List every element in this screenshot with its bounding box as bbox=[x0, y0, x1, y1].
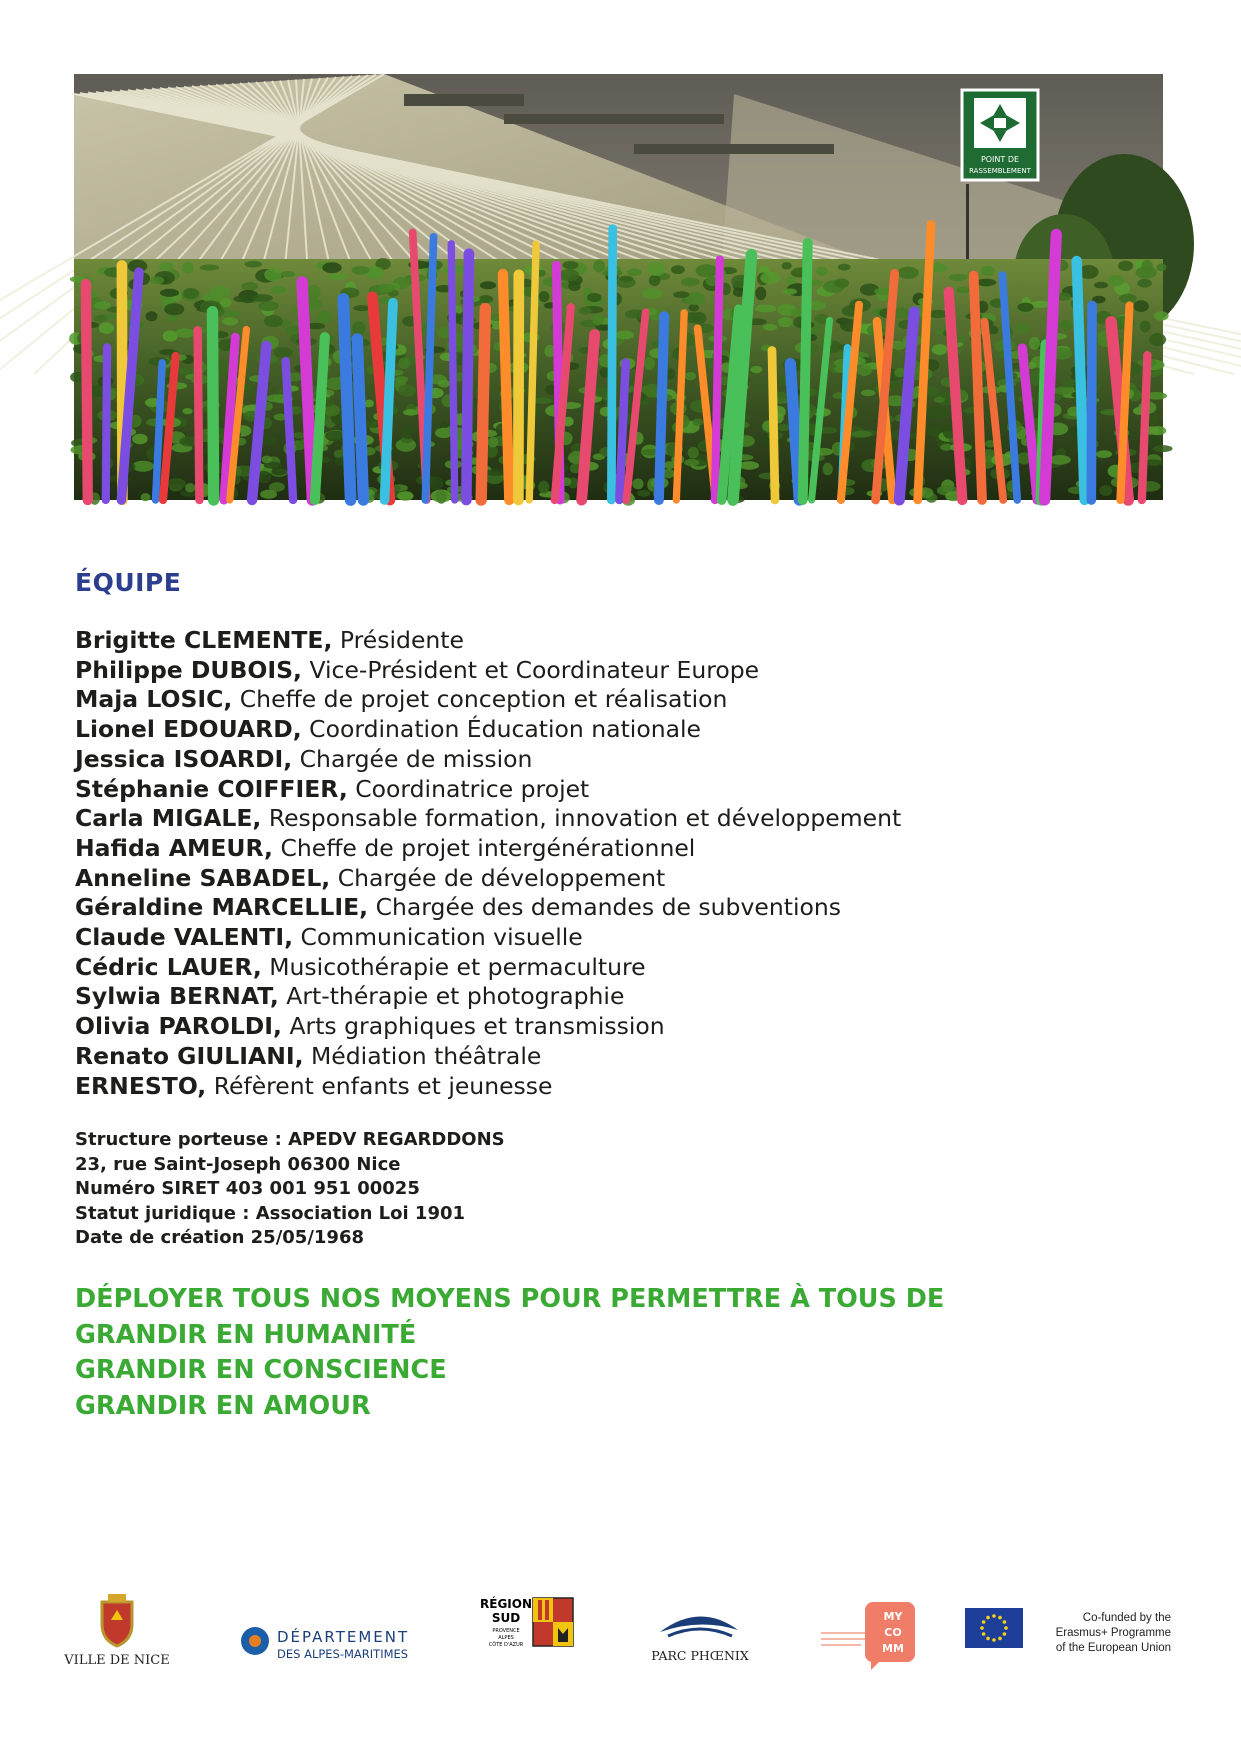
motto bbox=[75, 1282, 944, 1424]
member-name: Jessica ISOARDI, bbox=[75, 744, 293, 773]
team-member bbox=[75, 1042, 901, 1072]
team-member bbox=[75, 1072, 901, 1102]
member-role: Présidente bbox=[332, 626, 464, 654]
member-name: Sylwia BERNAT, bbox=[75, 982, 279, 1011]
erasmus-2: Erasmus+ Programme bbox=[1055, 1627, 1171, 1639]
member-name: Maja LOSIC, bbox=[75, 685, 233, 714]
team-member bbox=[75, 775, 901, 805]
region-small-3: CÔTE D'AZUR bbox=[488, 1642, 524, 1648]
member-name: Brigitte CLEMENTE, bbox=[75, 626, 333, 654]
member-role: Art-thérapie et photographie bbox=[278, 982, 625, 1011]
created-line: Date de création 25/05/1968 bbox=[75, 1227, 364, 1249]
ville-de-nice-logo bbox=[64, 1592, 170, 1672]
member-role: Médiation théâtrale bbox=[303, 1041, 542, 1070]
member-role: Chargée de mission bbox=[292, 744, 533, 773]
erasmus-3: of the European Union bbox=[1055, 1642, 1171, 1654]
member-name: Carla MIGALE, bbox=[75, 804, 262, 833]
parc-phoenix-emblem-icon bbox=[638, 1592, 768, 1672]
siret-line: Numéro SIRET 403 001 951 00025 bbox=[75, 1178, 420, 1200]
member-role: Arts graphiques et transmission bbox=[281, 1012, 665, 1041]
team-member bbox=[75, 804, 901, 834]
organization-info bbox=[75, 1128, 505, 1251]
structure-line: Structure porteuse : APEDV REGARDDONS bbox=[75, 1129, 505, 1150]
member-name: Claude VALENTI, bbox=[75, 923, 294, 952]
team-member bbox=[75, 626, 901, 656]
team-member bbox=[75, 656, 901, 686]
team-member bbox=[75, 864, 901, 894]
region-sud-logo bbox=[478, 1592, 588, 1672]
member-role: Vice-Président et Coordinateur Europe bbox=[301, 655, 760, 684]
address-line: 23, rue Saint-Joseph 06300 Nice bbox=[75, 1153, 401, 1175]
member-role: Chargée des demandes de subventions bbox=[368, 893, 841, 922]
status-line: Statut juridique : Association Loi 1901 bbox=[75, 1202, 466, 1224]
member-name: Hafida AMEUR, bbox=[75, 833, 273, 862]
region-small-2: ALPES bbox=[498, 1635, 514, 1641]
team-member bbox=[75, 685, 901, 715]
motto-line: GRANDIR EN CONSCIENCE bbox=[75, 1355, 447, 1385]
member-role: Réfèrent enfants et jeunesse bbox=[206, 1071, 553, 1100]
sign-text-1: POINT DE bbox=[980, 155, 1020, 164]
departement-logo bbox=[235, 1592, 435, 1672]
team-member bbox=[75, 953, 901, 983]
member-role: Coordination Éducation nationale bbox=[301, 715, 701, 744]
member-role: Musicothérapie et permaculture bbox=[261, 952, 646, 981]
member-role: Chargée de développement bbox=[330, 863, 666, 892]
departement-emblem-icon bbox=[235, 1592, 435, 1672]
team-member bbox=[75, 893, 901, 923]
erasmus-1: Co-funded by the bbox=[1082, 1612, 1171, 1624]
hero-photo bbox=[74, 74, 1163, 500]
member-name: Stéphanie COIFFIER, bbox=[75, 774, 348, 803]
team-member bbox=[75, 982, 901, 1012]
region-label-1: RÉGION bbox=[480, 1597, 532, 1611]
mycomm-bubble-icon bbox=[815, 1592, 935, 1672]
team-list bbox=[75, 626, 901, 1101]
section-title: ÉQUIPE bbox=[75, 568, 182, 597]
team-member bbox=[75, 745, 901, 775]
mycomm-2: CO bbox=[884, 1626, 902, 1639]
team-member bbox=[75, 923, 901, 953]
parc-phoenix-logo bbox=[638, 1592, 768, 1672]
region-sud-emblem-icon bbox=[478, 1592, 588, 1672]
parc-label: PARC PHŒNIX bbox=[651, 1648, 749, 1663]
team-member bbox=[75, 1012, 901, 1042]
mycomm-logo bbox=[815, 1592, 935, 1672]
motto-line: GRANDIR EN HUMANITÉ bbox=[75, 1319, 417, 1350]
team-member bbox=[75, 715, 901, 745]
departement-label-2: DES ALPES-MARITIMES bbox=[277, 1647, 409, 1661]
departement-label-1: DÉPARTEMENT bbox=[277, 1628, 410, 1646]
team-member bbox=[75, 834, 901, 864]
member-name: Lionel EDOUARD, bbox=[75, 715, 302, 744]
member-name: Géraldine MARCELLIE, bbox=[75, 893, 369, 922]
member-role: Cheffe de projet conception et réalisation bbox=[232, 685, 728, 714]
region-small-1: PROVENCE bbox=[492, 1628, 520, 1634]
member-role: Communication visuelle bbox=[293, 923, 583, 952]
member-name: Anneline SABADEL, bbox=[75, 863, 331, 892]
member-name: Olivia PAROLDI, bbox=[75, 1012, 282, 1041]
member-name: Philippe DUBOIS, bbox=[75, 655, 302, 684]
member-name: Renato GIULIANI, bbox=[75, 1041, 304, 1070]
region-label-2: SUD bbox=[491, 1611, 521, 1625]
member-name: Cédric LAUER, bbox=[75, 952, 262, 981]
mycomm-3: MM bbox=[882, 1642, 904, 1655]
member-role: Responsable formation, innovation et développement bbox=[261, 804, 902, 833]
mycomm-1: MY bbox=[883, 1610, 903, 1623]
partner-logos bbox=[60, 1592, 1180, 1672]
nice-crest-icon bbox=[64, 1592, 170, 1672]
sign-text-2: RASSEMBLEMENT bbox=[969, 167, 1031, 175]
erasmus-logo bbox=[965, 1592, 1180, 1672]
hero-illustration bbox=[74, 74, 1163, 500]
motto-line: DÉPLOYER TOUS NOS MOYENS POUR PERMETTRE À TOUS DE bbox=[75, 1284, 945, 1314]
eu-flag-icon bbox=[965, 1592, 1180, 1672]
ville-de-nice-label: VILLE DE NICE bbox=[64, 1653, 170, 1668]
motto-line: GRANDIR EN AMOUR bbox=[75, 1390, 371, 1421]
member-name: ERNESTO, bbox=[75, 1071, 207, 1100]
member-role: Coordinatrice projet bbox=[347, 774, 590, 803]
member-role: Cheffe de projet intergénérationnel bbox=[272, 833, 696, 862]
